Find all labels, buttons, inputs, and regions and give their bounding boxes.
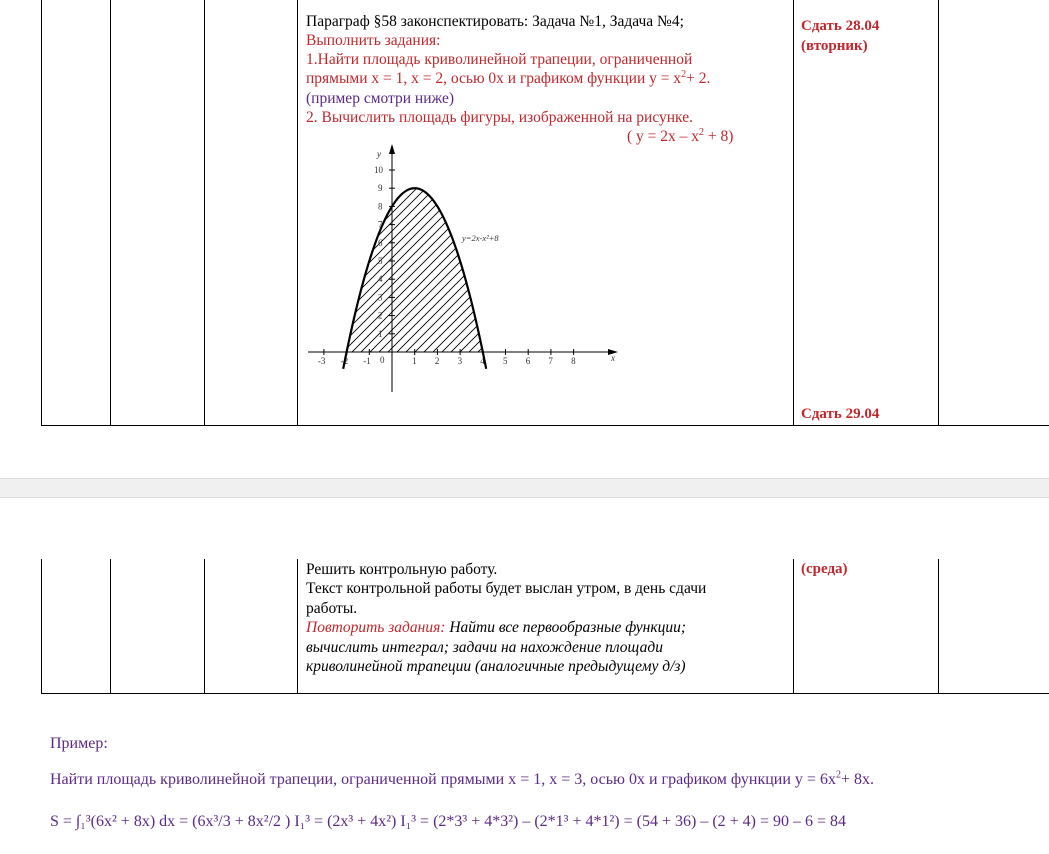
control-work-line2: Текст контрольной работы будет выслан утром, в день сдачи <box>306 580 707 597</box>
table1-col-line-4 <box>297 0 298 426</box>
task1-line2: прямыми х = 1, х = 2, осью 0х и графиком функции $у = х^2+ 2$. <box>306 68 711 87</box>
deadline-1: Сдать 28.04 <box>801 18 880 34</box>
hatch-line <box>300 140 411 370</box>
y-tick-label: 3 <box>378 292 383 303</box>
hatch-line <box>300 140 357 370</box>
task2-function: ( $у = 2х - х^2 + 8$) <box>627 126 734 145</box>
hatch-line <box>514 140 630 370</box>
parabola-curve <box>340 188 486 369</box>
y-tick-label: 9 <box>378 183 383 194</box>
x-tick-label: -3 <box>317 356 326 366</box>
hatch-line <box>433 140 630 370</box>
repeat-tasks-line2: вычислить интеграл; задачи на нахождение площади <box>306 639 663 656</box>
y-axis-label: y <box>377 149 381 159</box>
hatch-line <box>451 140 630 370</box>
hatch-line <box>613 140 630 370</box>
hatch-line <box>300 140 339 370</box>
table1-col-line-2 <box>110 0 111 426</box>
x-tick-label: -2 <box>340 356 349 366</box>
table2-col-line-6 <box>938 559 939 694</box>
tasks-heading: Выполнить задания: <box>306 32 441 49</box>
hatch-line <box>424 140 630 370</box>
hatch-line <box>568 140 630 370</box>
hatch-line <box>622 140 630 370</box>
curve-label: y=2x-x²+8 <box>462 233 499 243</box>
table2-col-line-3 <box>204 559 205 694</box>
table2-bottom-line <box>41 693 1049 694</box>
x-tick-label: 7 <box>548 356 553 366</box>
deadline-2: Сдать 29.04 <box>801 406 880 422</box>
hatch-line <box>505 140 630 370</box>
y-tick-label: 10 <box>374 165 383 175</box>
hatch-line <box>559 140 630 370</box>
y-tick-label: 4 <box>378 274 383 285</box>
hatch-line <box>541 140 630 370</box>
y-tick-label: 2 <box>378 310 383 321</box>
hatch-line <box>300 140 330 370</box>
table1-col-line-3 <box>204 0 205 426</box>
hatch-line <box>586 140 630 370</box>
y-tick-label: 5 <box>378 256 383 266</box>
table1-col-line-5 <box>793 0 794 426</box>
deadline-3-day: (среда) <box>801 561 848 577</box>
x-tick-label: -1 <box>363 356 371 366</box>
y-axis-arrow <box>389 144 395 154</box>
hatch-line <box>550 140 630 370</box>
hatch-line <box>523 140 630 370</box>
control-work-line3: работы. <box>306 600 358 617</box>
table2-col-line-5 <box>793 559 794 694</box>
hatch-line <box>577 140 630 370</box>
deadline-1-day: (вторник) <box>801 38 868 54</box>
origin-label: 0 <box>380 355 385 365</box>
hatch-line <box>300 140 519 370</box>
example-formula: S = ∫₁³(6x² + 8x) dx = (6x³/3 + 8x²/2 ) I₁³ = (2x³ + 4x²) I₁³ = (2*3³ + 4*3²) – (2*1³ + 4*1²) = (54 + 36) – (2 + 4) = 90 – 6 = 84 <box>50 813 847 830</box>
hatch-line <box>442 140 630 370</box>
y-tick-label: 1 <box>378 328 383 339</box>
table1-col-line-1 <box>41 0 42 426</box>
hatch-line <box>457 140 630 370</box>
hatch-line <box>469 140 630 370</box>
y-tick-label: 8 <box>378 201 383 212</box>
x-tick-label: 5 <box>503 356 508 366</box>
task2-line: 2. Вычислить площадь фигуры, изображенной на рисунке. <box>306 109 693 126</box>
hatch-line <box>487 140 630 370</box>
x-tick-label: 4 <box>480 356 485 366</box>
repeat-label: Повторить задания: <box>306 619 446 636</box>
hatch-line <box>604 140 630 370</box>
repeat-tasks-line1: Повторить задания: Найти все первообразные функции; <box>306 619 686 636</box>
example-task: Найти площадь криволинейной трапеции, ограниченной прямыми х = 1, х = 3, осью 0х и графиком функции $у = 6х^2+ 8х$. <box>50 769 874 788</box>
table2-col-line-2 <box>110 559 111 694</box>
table1-col-line-6 <box>938 0 939 426</box>
hatch-line <box>300 140 348 370</box>
hatch-line <box>300 140 366 370</box>
task-paragraph-line: Параграф §58 законспектировать: Задача №1, Задача №4; <box>306 13 684 30</box>
x-axis-label: x <box>611 353 615 363</box>
task1-line1: 1.Найти площадь криволинейной трапеции, ограниченной <box>306 51 693 68</box>
see-example-note: (пример смотри ниже) <box>306 90 455 107</box>
x-tick-label: 8 <box>571 356 576 366</box>
hatch-line <box>300 140 429 370</box>
table2-col-line-4 <box>297 559 298 694</box>
hatch-line <box>300 140 501 370</box>
repeat-tasks-line3: криволинейной трапеции (аналогичные предыдущему д/з) <box>306 658 686 675</box>
hatch-line <box>300 140 375 370</box>
y-tick-label: 6 <box>378 237 383 248</box>
hatch-line <box>532 140 630 370</box>
x-tick-label: 3 <box>457 356 463 366</box>
hatch-line <box>595 140 630 370</box>
x-tick-label: 1 <box>412 356 417 366</box>
x-tick-label: 6 <box>525 356 531 366</box>
hatch-line <box>415 140 630 370</box>
parabola-graph <box>300 140 630 400</box>
table2-col-line-1 <box>41 559 42 694</box>
y-tick-label: 7 <box>378 219 383 230</box>
x-tick-label: 2 <box>434 356 440 366</box>
control-work-line1: Решить контрольную работу. <box>306 561 498 578</box>
page-break <box>0 478 1049 498</box>
example-heading: Пример: <box>50 735 108 752</box>
table1-bottom-line <box>41 425 1049 426</box>
hatch-line <box>496 140 630 370</box>
hatch-line <box>478 140 630 370</box>
